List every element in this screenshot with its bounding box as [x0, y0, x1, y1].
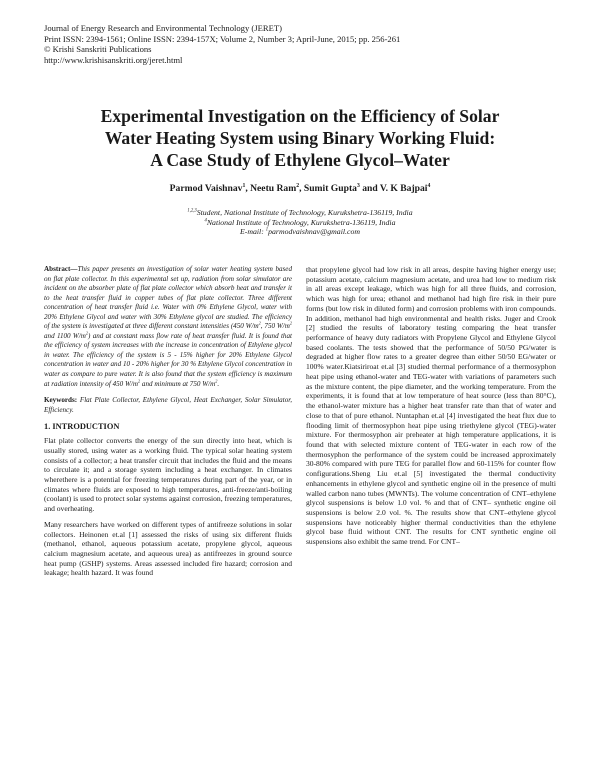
left-column [44, 265, 292, 584]
journal-issn-line: Print ISSN: 2394-1561; Online ISSN: 2394-157X; Volume 2, Number 3; April-June, 2015; pp. 256-261 [44, 33, 401, 44]
affiliation-superscript: 1,2,3 [187, 208, 197, 214]
affiliation-superscript: 4 [204, 218, 207, 223]
author-superscript: 1 [242, 182, 246, 189]
author-superscript: 2 [296, 182, 300, 189]
title-line-1: Experimental Investigation on the Efficiency of Solar [100, 106, 500, 126]
email-line: E-mail: $^1$parmodvaishnav@gmail.com [240, 227, 360, 237]
section-heading-introduction: 1. INTRODUCTION [44, 422, 120, 432]
email-link[interactable]: parmodvaishnav@gmail.com [268, 227, 360, 237]
title-line-2: Water Heating System using Binary Working Fluid: [104, 128, 496, 148]
author-separator: , [245, 183, 251, 194]
author-conjunction: and [359, 183, 380, 194]
author-superscript: 3 [356, 182, 360, 189]
affiliation-line: $^{1,2,3}$Student, National Institute of Technology, Kurukshetra-136119, India [187, 208, 413, 217]
paragraph: Flat plate collector converts the energy of the sun directly into heat, which is usually stored, using water as a working fluid. The typical solar heating system consists of a collector; a heat transfer circuit that includes the fluid and the means to circulate it; and a storage system including a heat exchanger. In climates wherethere is a potential for freezing temperatures during part of the year, or in climates where fluids are exposed to high temperatures, anti-freeze/anti-boiling (coolant) is used to protect solar systems against corrosion, freezing temperatures, and overheating. [44, 436, 292, 514]
email-superscript: 1 [265, 227, 269, 233]
author-name: Parmod Vaishnav [169, 183, 243, 194]
author-separator: , [299, 183, 304, 194]
right-column-body: that propylene glycol had low risk in all areas, despite having higher energy use; potassium acetate, calcium magnesium acetate, and urea had low to medium risk in all areas except leakage, which was high for all three fluids, and corrosion, which was high for urea; ethanol and methanol had high fire risk in their pure forms (but low risk in diluted form) and corrosion problems with iron compounds. In addition, methanol had high environmental and health risks. Juger and Crook [2] studied the results of laboratory testing comparing the heat transfer performance of heavy duty radiators with Propylene Glycol and Ethylene Glycol based coolants. The tests showed that the performance of 50/50 PG/water is degraded at higher flow rates to a greater degree than either 50/50 EG/water or 100% water.Kiatsiriroat et.al [3] studied thermal performance of a thermosyphon heat pipe using ethanol-water and TEG-water with variations of parameters such as the mixture content, the pipe diameter, and the working temperature. From the experiments, it is found that at low temperature of heat source (less than 80°C), the ethanol-water mixture has a higher heat transfer rate than that of water and close to that of pure ethanol. Nuntaphan et.al [4] investigated the heat flux due to flooding limit of thermosyphon heat pipe using triethylene glycol (TEG)-water mixture. For thermosyphon air preheater at high temperature applications, it is found that with selected mixture content of TEG-water in each row of the thermosyphon the performance of the system could be increased approximately 30-80% compared with pure TEG for parallel flow and 60-115% for counter flow configurations.Sheng Liu et.al [5] investigated the thermal conductivity enhancements in ethylene glycol and synthetic engine oil in the presence of multi walled carbon nano tubes (MWNTs). The volume concentration of CNT–ethylene glycol suspensions is below 1.0 vol. % and that of CNT– synthetic engine oil suspensions is below 2.0 vol. %. The results show that CNT–ethylene glycol suspensions have noticeably higher thermal conductivities than the ethylene glycol base fluid without CNT. The results for CNT synthetic engine oil suspensions also exhibit the same trend. For CNT– [306, 265, 556, 547]
keywords-label: Keywords: [44, 396, 80, 405]
abstract-label: Abstract— [44, 265, 78, 273]
introduction-body [44, 436, 292, 578]
affiliation-line: $^4$National Institute of Technology, Kurukshetra-136119, India [204, 217, 396, 227]
publisher-line: © Krishi Sanskriti Publications [44, 44, 152, 55]
author-name: Sumit Gupta [303, 183, 357, 194]
author-name: Neetu Ram [250, 183, 297, 194]
affiliations [40, 208, 560, 237]
journal-url-link[interactable]: http://www.krishisanskriti.org/jeret.html [44, 54, 183, 65]
journal-header [44, 23, 400, 65]
right-column [306, 265, 556, 547]
author-superscript: 4 [427, 182, 431, 189]
paper-title [40, 105, 560, 171]
author-list [40, 183, 560, 195]
title-line-3: A Case Study of Ethylene Glycol–Water [150, 150, 450, 170]
abstract: Abstract—This paper presents an investigation of solar water heating system based on flat plate collector. In this experimental set up, radiation from solar simulator are incident on the absorber plate of flat plate collector which absorb heat and transfer it to the heat transfer fluid in copper tubes of flat plate collector. Three different concentration of heat transfer fluid i.e. Water with 0% Ethylene Glycol, water with 20% Ethylene Glycol and water with 30% Ethylene glycol are studied. The efficiency of the system is investigated at three different constant intensities (450 $W/m^2$, 750 $W/m^2$ and 1100 $W/m^2$) and at constant mass flow rate of heat transfer fluid. It is found that the efficiency of system increases with the increase in concentration of Ethylene glycol in water. The efficiency of the system is 5 - 15% higher for 20% Ethylene Glycol concentration in water and 10 - 20% higher for 30 % Ethylene Glycol concentration in water as compare to pure water. It is also found that the system efficiency is maximum at radiation intensity of 450 $W/m^2$ and minimum at 750 $W/m^2$. [44, 265, 293, 388]
keywords: Keywords: Flat Plate Collector, Ethylene Glycol, Heat Exchanger, Solar Simulator, Efficiency. [44, 396, 292, 414]
paragraph: Many researchers have worked on different types of antifreeze solutions in solar collectors. Heinonen et.al [1] assessed the risks of using six different fluids (methanol, ethanol, aqueous potassium acetate, propylene glycol, aqueous calcium magnesium acetate, and aqueous urea) as antifreezes in ground source heat pump (GSHP) systems. Areas assessed included fire hazard; corrosion and leakage; health hazard. It was found [44, 519, 292, 578]
author-name: V. K Bajpai [379, 183, 428, 194]
journal-title-line: Journal of Energy Research and Environmental Technology (JERET) [44, 23, 282, 33]
